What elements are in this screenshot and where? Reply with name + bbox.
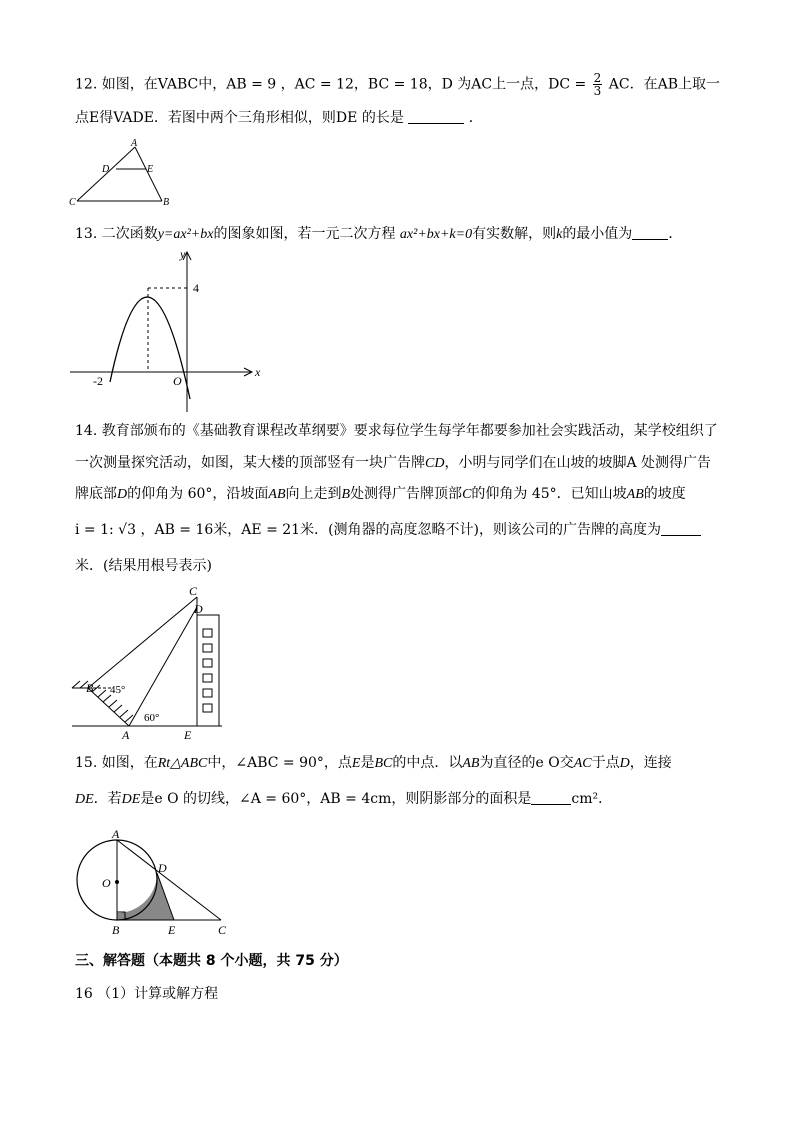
q14-line1: 14. 教育部颁布的《基础教育课程改革纲要》要求每位学生每学年都要参加社会实践活动，某学校组织了 [75,423,718,439]
section-3-heading: 三、解答题（本题共 8 个小题，共 75 分） [75,953,348,969]
q14-text-e: 向上走到 [285,486,342,502]
q15-bc: BC [374,756,393,771]
q16-line: 16 （1）计算或解方程 [75,986,219,1002]
q14-line2 [75,453,711,474]
q13-equation: ax²+bx+k=0 [399,227,473,242]
q14-building [197,615,219,726]
q14-d: D [117,487,128,502]
q13-line1 [75,224,682,245]
q14-text-i: i = 1: √3 ，AB = 16米，AE = 21米．(测角器的高度忽略不计)，则该公司的广告牌的高度为 [75,522,662,538]
q14-sightline-bc [88,597,197,688]
q14-label-d: D [194,602,203,616]
q15-label-b: B [112,923,120,937]
q13-parabola-figure [60,244,280,419]
q15-text-c: 是 [360,755,375,771]
q14-building-windows [203,629,212,712]
q15-label-o: O [102,876,111,890]
q13-end: ． [668,226,683,242]
q12-frac-den: 3 [593,84,602,98]
q15-label-e: E [168,923,176,937]
q12-fraction [593,72,603,97]
q15-text-g: ，连接 [629,755,672,771]
q14-b: B [341,487,351,502]
q14-c: C [462,487,472,502]
q14-label-60: 60° [144,712,160,724]
q15-de-a: DE [75,792,94,807]
q13-text-b: 的图象如图，若一元二次方程 [213,226,396,242]
q15-e: E [351,756,361,771]
q15-text-b: 中，∠ABC = 90°，点 [207,755,352,771]
q13-label-y: y [180,247,186,261]
q14-line4 [75,520,701,540]
q15-label-c: C [218,923,227,937]
q13-var-k: k [556,227,563,242]
q15-text-e: 为直径的e O交 [479,755,574,771]
q13-label-x: x [255,365,261,379]
q15-ac: AC [573,756,592,771]
q12-label-d: D [102,164,110,175]
q15-text-a: 15. 如图，在 [75,755,158,771]
q13-label-neg2: -2 [93,374,103,388]
q15-unit: cm² [571,791,599,807]
q15-triangle: Rt△ABC [157,756,208,771]
q14-ab2: AB [626,487,644,502]
q13-answer-blank [632,225,668,240]
q12-end: ． [468,110,483,126]
q12-text-b: AC．在AB上取一 [608,76,720,93]
q14-text-c: 牌底部 [75,486,117,502]
q12-answer-blank [408,109,464,124]
q12-text-a: 12. 如图，在VABC中，AB = 9 ，AC = 12，BC = 18，D 为AC上一点，DC = [75,76,587,93]
q13-formula: y=ax²+bx [157,227,214,242]
q14-label-a: A [122,728,130,742]
q15-text-h: ．若 [93,791,122,807]
q12-line1 [75,72,720,97]
q15-label-d: D [158,861,167,875]
q13-label-o: O [173,374,182,388]
q12-frac-num: 2 [593,71,602,85]
q15-answer-blank [531,790,571,805]
q14-text-g: 的仰角为 45°．已知山坡 [471,486,627,502]
q14-line5: 米．(结果用根号表示) [75,558,212,574]
q14-label-e: E [184,728,192,742]
q13-label-4: 4 [193,281,199,295]
q13-text-c: 有实数解，则 [472,226,557,242]
q14-label-b: B [86,681,94,695]
q15-end: ． [598,791,613,807]
q14-text-b: ，小明与同学们在山坡的坡脚A 处测得广告 [444,455,712,471]
q12-triangle-figure [60,135,190,215]
q15-center-dot [115,880,119,884]
q15-text-i: 是e O 的切线，∠A = 60°，AB = 4cm，则阴影部分的面积是 [140,791,532,807]
q12-label-e: E [147,164,154,175]
q14-label-45: 45° [110,684,126,696]
q14-text-h: 的坡度 [643,486,686,502]
q14-cd: CD [425,456,445,471]
q12-label-b: B [163,197,170,208]
q12-text-c: 点E得VADE．若图中两个三角形相似，则DE 的长是 [75,110,404,126]
q15-line2 [75,789,612,810]
q15-d: D [619,756,630,771]
q12-label-a: A [131,138,138,149]
q15-de-b: DE [121,792,141,807]
q12-label-c: C [69,197,76,208]
q14-answer-blank [661,521,701,536]
q12-line2 [75,108,483,128]
q14-ab: AB [268,487,286,502]
q14-line3 [75,484,686,505]
q15-text-d: 的中点．以 [392,755,463,771]
q15-line1 [75,753,672,774]
q14-billboard-figure [66,583,236,743]
q15-circle-figure [70,825,240,940]
q15-label-a: A [112,827,120,841]
q13-text-d: 的最小值为 [562,226,633,242]
q15-ab: AB [462,756,480,771]
q14-label-c: C [189,584,198,598]
q14-text-f: 处测得广告牌顶部 [350,486,463,502]
q13-text-a: 13. 二次函数 [75,226,158,242]
q14-text-d: 的仰角为 60°，沿坡面 [127,486,269,502]
q15-text-f: 于点 [591,755,620,771]
q14-text-a: 一次测量探究活动，如图，某大楼的顶部竖有一块广告牌 [75,455,425,471]
